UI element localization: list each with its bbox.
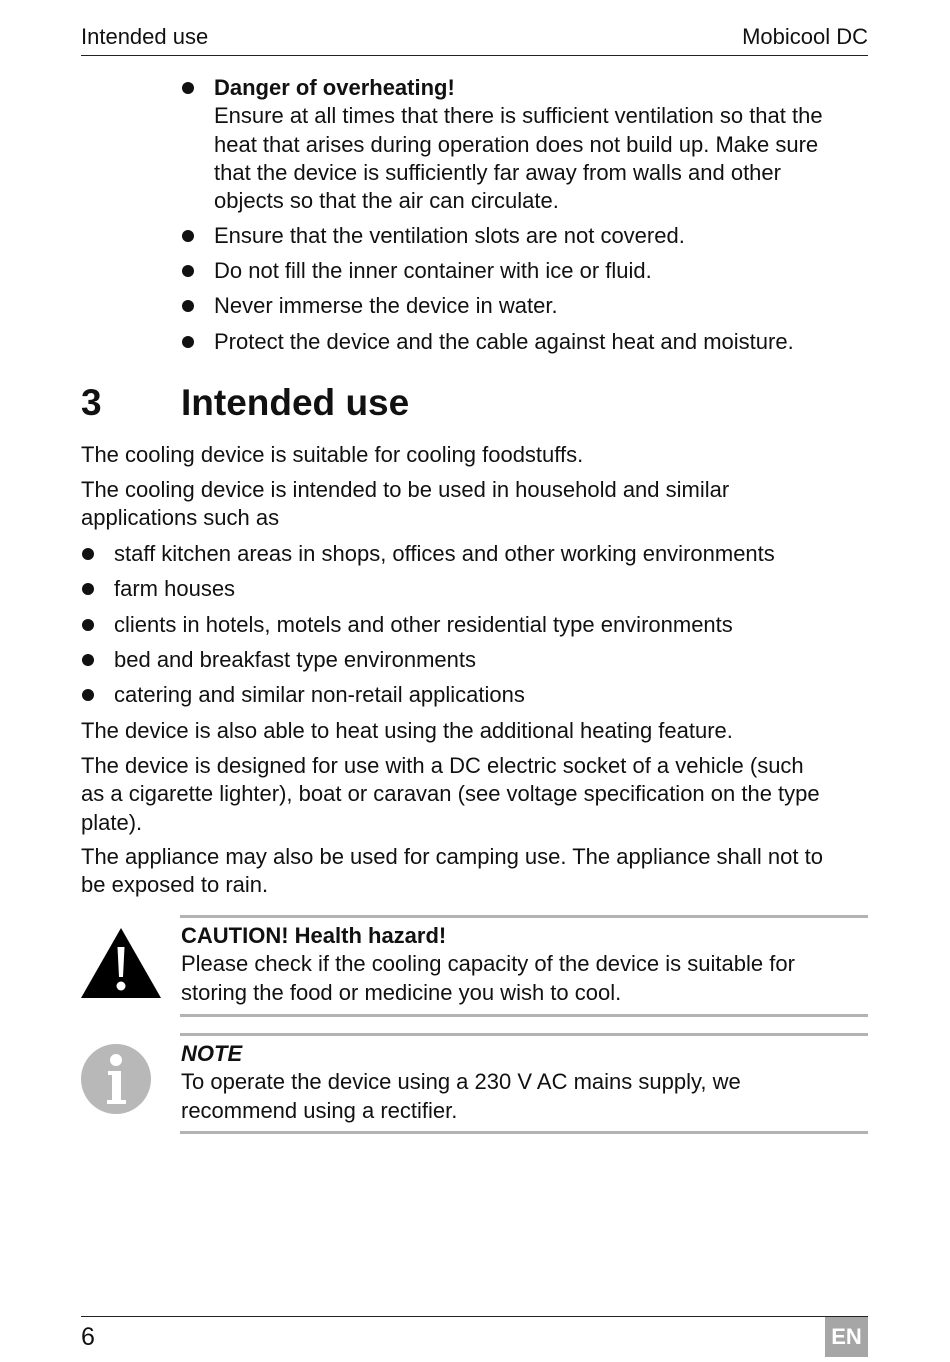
intro-paragraph: The cooling device is suitable for cooling foodstuffs.	[81, 442, 584, 467]
caution-block	[181, 922, 795, 1007]
paragraph-line: as a cigarette lighter), boat or caravan (see voltage specification on the type	[81, 781, 820, 807]
bullet-dot	[182, 300, 194, 312]
bullet-dot	[82, 583, 94, 595]
running-header-section: Intended use	[81, 24, 209, 49]
application-item: clients in hotels, motels and other residential type environments	[114, 612, 733, 637]
bullet-dot	[182, 82, 194, 94]
dc-use-paragraph	[81, 752, 820, 837]
safety-item-ventilation: Ensure that the ventilation slots are not covered.	[214, 223, 685, 248]
bullet-dot	[82, 654, 94, 666]
info-icon	[80, 1043, 152, 1115]
header-divider	[81, 55, 868, 56]
paragraph-line: applications such as	[81, 505, 280, 531]
household-paragraph	[81, 476, 729, 533]
application-item: catering and similar non-retail applications	[114, 682, 525, 707]
section-title: Intended use	[181, 382, 410, 423]
section-number: 3	[81, 382, 102, 423]
bullet-dot	[82, 689, 94, 701]
safety-item-title: Danger of overheating!	[214, 75, 455, 100]
camping-paragraph	[81, 843, 823, 900]
bullet-dot	[82, 548, 94, 560]
application-item: staff kitchen areas in shops, offices and other working environments	[114, 541, 775, 566]
footer-divider	[81, 1316, 868, 1317]
safety-item-line: heat that arises during operation does not build up. Make sure	[214, 131, 819, 157]
paragraph-line: plate).	[81, 809, 143, 835]
application-item: farm houses	[114, 576, 236, 601]
note-line: recommend using a rectifier.	[181, 1097, 458, 1123]
note-title: NOTE	[181, 1041, 243, 1066]
bullet-dot	[182, 230, 194, 242]
caution-title: CAUTION! Health hazard!	[181, 923, 447, 948]
heating-paragraph: The device is also able to heat using the additional heating feature.	[81, 718, 733, 743]
note-bottom-rule	[180, 1131, 868, 1134]
caution-top-rule	[180, 915, 868, 918]
safety-item-line: objects so that the air can circulate.	[214, 188, 559, 214]
bullet-dot	[82, 619, 94, 631]
safety-item-ice: Do not fill the inner container with ice or fluid.	[214, 258, 652, 283]
safety-item-overheating	[214, 74, 823, 215]
note-block	[181, 1040, 741, 1125]
application-item: bed and breakfast type environments	[114, 647, 477, 672]
running-header-product: Mobicool DC	[742, 24, 868, 49]
safety-item-heat-moisture: Protect the device and the cable against heat and moisture.	[214, 329, 794, 354]
paragraph-line: The device is designed for use with a DC electric socket of a vehicle (such	[81, 753, 804, 778]
note-top-rule	[180, 1033, 868, 1036]
bullet-dot	[182, 265, 194, 277]
language-badge: EN	[825, 1317, 868, 1357]
safety-item-water: Never immerse the device in water.	[214, 293, 558, 318]
warning-triangle-icon	[80, 927, 162, 999]
paragraph-line: The appliance may also be used for camping use. The appliance shall not to	[81, 844, 823, 869]
caution-line: Please check if the cooling capacity of the device is suitable for	[181, 951, 795, 977]
paragraph-line: The cooling device is intended to be used in household and similar	[81, 477, 730, 502]
bullet-dot	[182, 336, 194, 348]
page-number: 6	[81, 1323, 95, 1351]
paragraph-line: be exposed to rain.	[81, 872, 269, 898]
safety-item-line: Ensure at all times that there is sufficient ventilation so that the	[214, 103, 823, 129]
caution-bottom-rule	[180, 1014, 868, 1017]
safety-item-line: that the device is sufficiently far away from walls and other	[214, 159, 781, 185]
caution-line: storing the food or medicine you wish to cool.	[181, 979, 622, 1005]
note-line: To operate the device using a 230 V AC mains supply, we	[181, 1069, 741, 1095]
